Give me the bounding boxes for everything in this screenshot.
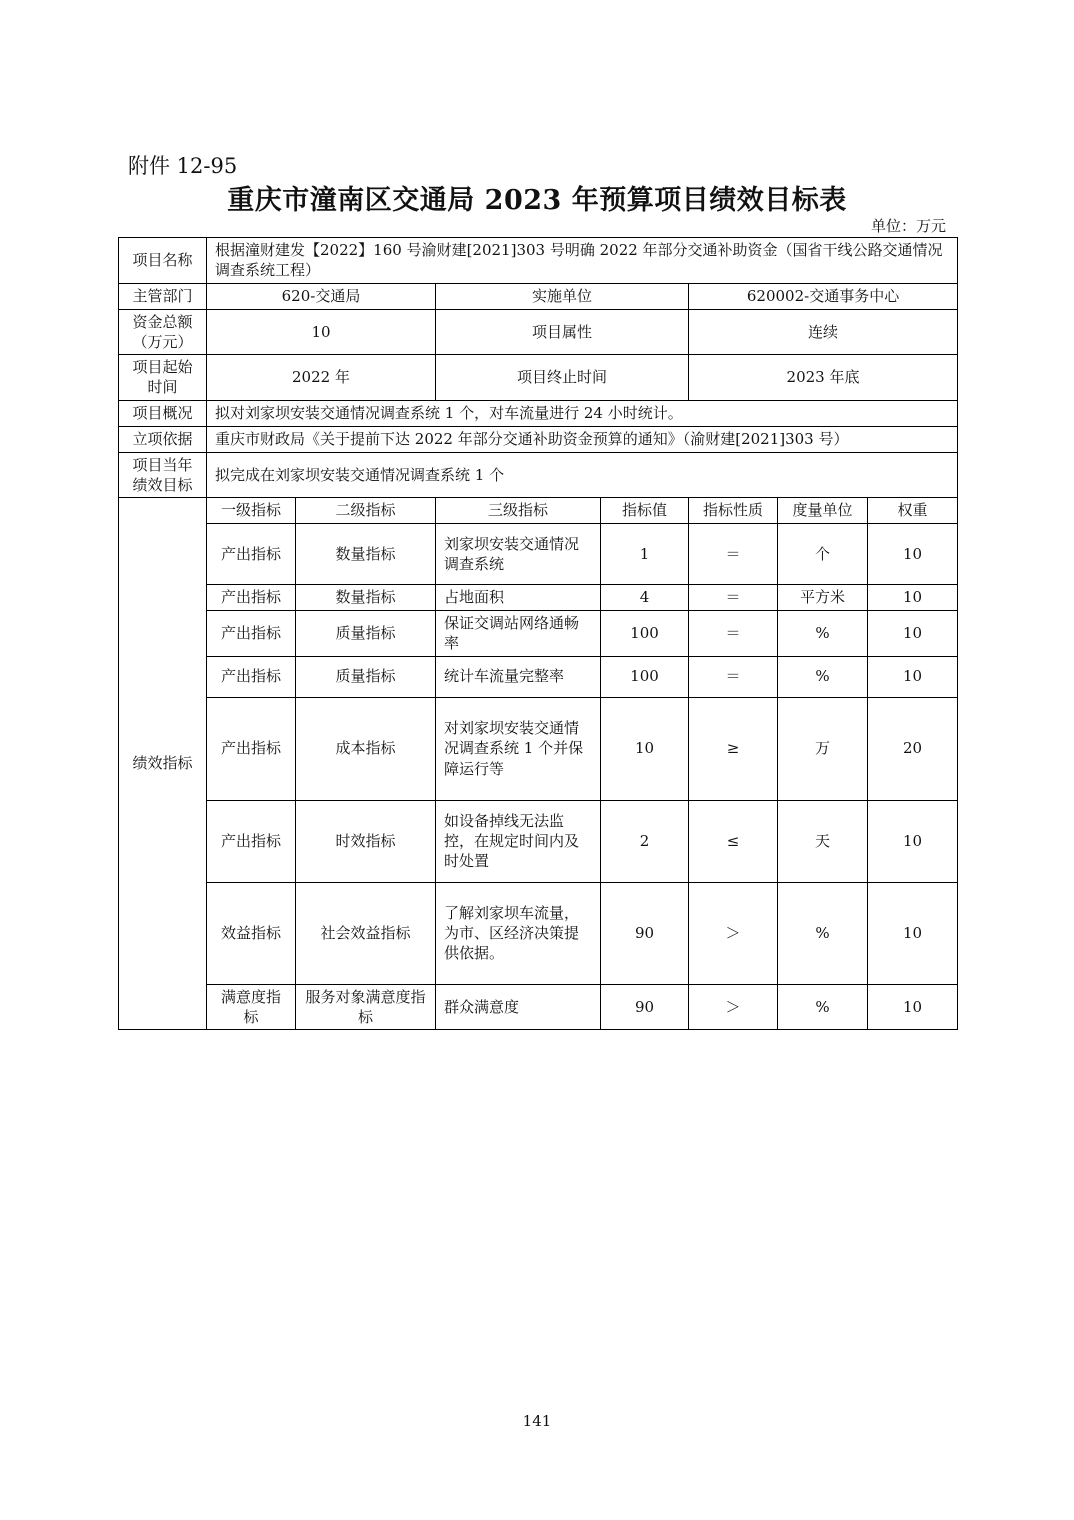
level3-cell: 群众满意度 — [436, 984, 601, 1030]
nature-cell: ≥ — [689, 697, 778, 800]
value-cell: 2 — [601, 800, 689, 882]
unit-cell: 天 — [778, 800, 868, 882]
level2-cell: 质量指标 — [296, 656, 436, 697]
weight-cell: 10 — [868, 611, 958, 657]
level3-cell: 如设备掉线无法监控，在规定时间内及时处置 — [436, 800, 601, 882]
level3-cell: 了解刘家坝车流量，为市、区经济决策提供依据。 — [436, 882, 601, 984]
fund-value: 10 — [207, 309, 436, 355]
perf-label: 绩效指标 — [119, 498, 207, 1030]
project-name-value: 根据潼财建发【2022】160 号渝财建[2021]303 号明确 2022 年部分交通补助资金（国省干线公路交通情况调查系统工程） — [207, 238, 958, 284]
weight-cell: 10 — [868, 984, 958, 1030]
weight-cell: 10 — [868, 585, 958, 611]
header-value: 指标值 — [601, 498, 689, 524]
level1-cell: 产出指标 — [207, 585, 296, 611]
fund-label: 资金总额（万元） — [119, 309, 207, 355]
nature-cell: ＝ — [689, 585, 778, 611]
value-cell: 100 — [601, 611, 689, 657]
level2-cell: 质量指标 — [296, 611, 436, 657]
weight-cell: 10 — [868, 800, 958, 882]
level2-cell: 服务对象满意度指标 — [296, 984, 436, 1030]
table-row — [119, 585, 958, 611]
page-title: 重庆市潼南区交通局 2023 年预算项目绩效目标表 — [227, 185, 847, 216]
level2-cell: 社会效益指标 — [296, 882, 436, 984]
unit-cell: % — [778, 656, 868, 697]
value-cell: 90 — [601, 984, 689, 1030]
nature-cell: ＝ — [689, 656, 778, 697]
overview-label: 项目概况 — [119, 400, 207, 426]
value-cell: 1 — [601, 524, 689, 585]
weight-cell: 10 — [868, 524, 958, 585]
weight-cell: 10 — [868, 882, 958, 984]
table-row — [119, 800, 958, 882]
level1-cell: 产出指标 — [207, 697, 296, 800]
level3-cell: 保证交调站网络通畅率 — [436, 611, 601, 657]
unit-cell: 平方米 — [778, 585, 868, 611]
level2-cell: 成本指标 — [296, 697, 436, 800]
dept-value: 620-交通局 — [207, 283, 436, 309]
level2-cell: 时效指标 — [296, 800, 436, 882]
header-level3: 三级指标 — [436, 498, 601, 524]
overview-value: 拟对刘家坝安装交通情况调查系统 1 个，对车流量进行 24 小时统计。 — [207, 400, 958, 426]
nature-cell: ＞ — [689, 984, 778, 1030]
impl-value: 620002-交通事务中心 — [689, 283, 958, 309]
header-nature: 指标性质 — [689, 498, 778, 524]
header-level1: 一级指标 — [207, 498, 296, 524]
unit-cell: 个 — [778, 524, 868, 585]
value-cell: 90 — [601, 882, 689, 984]
weight-cell: 20 — [868, 697, 958, 800]
level1-cell: 产出指标 — [207, 524, 296, 585]
table-row — [119, 656, 958, 697]
start-label: 项目起始时间 — [119, 355, 207, 401]
unit-cell: 万 — [778, 697, 868, 800]
unit-cell: % — [778, 984, 868, 1030]
goal-value: 拟完成在刘家坝安装交通情况调查系统 1 个 — [207, 452, 958, 498]
table-row — [119, 697, 958, 800]
dept-label: 主管部门 — [119, 283, 207, 309]
level1-cell: 产出指标 — [207, 656, 296, 697]
start-value: 2022 年 — [207, 355, 436, 401]
level1-cell: 产出指标 — [207, 800, 296, 882]
header-weight: 权重 — [868, 498, 958, 524]
value-cell: 10 — [601, 697, 689, 800]
nature-cell: ＝ — [689, 611, 778, 657]
level1-cell: 满意度指标 — [207, 984, 296, 1030]
unit-cell: % — [778, 882, 868, 984]
weight-cell: 10 — [868, 656, 958, 697]
level2-cell: 数量指标 — [296, 585, 436, 611]
level1-cell: 产出指标 — [207, 611, 296, 657]
unit-label: 单位：万元 — [870, 217, 946, 235]
table-row — [119, 984, 958, 1030]
header-level2: 二级指标 — [296, 498, 436, 524]
level2-cell: 数量指标 — [296, 524, 436, 585]
nature-cell: ＞ — [689, 882, 778, 984]
level3-cell: 统计车流量完整率 — [436, 656, 601, 697]
end-value: 2023 年底 — [689, 355, 958, 401]
level1-cell: 效益指标 — [207, 882, 296, 984]
attr-value: 连续 — [689, 309, 958, 355]
page-number: 141 — [522, 1412, 552, 1430]
table-row — [119, 882, 958, 984]
impl-label: 实施单位 — [436, 283, 689, 309]
nature-cell: ＝ — [689, 524, 778, 585]
performance-table — [118, 237, 958, 1030]
basis-value: 重庆市财政局《关于提前下达 2022 年部分交通补助资金预算的通知》（渝财建[2021]303 号） — [207, 426, 958, 452]
attachment-label: 附件 12-95 — [128, 154, 238, 178]
level3-cell: 占地面积 — [436, 585, 601, 611]
project-name-label: 项目名称 — [119, 238, 207, 284]
level3-cell: 对刘家坝安装交通情况调查系统 1 个并保障运行等 — [436, 697, 601, 800]
value-cell: 100 — [601, 656, 689, 697]
table-row — [119, 524, 958, 585]
attr-label: 项目属性 — [436, 309, 689, 355]
table-row — [119, 611, 958, 657]
unit-cell: % — [778, 611, 868, 657]
header-unit: 度量单位 — [778, 498, 868, 524]
basis-label: 立项依据 — [119, 426, 207, 452]
end-label: 项目终止时间 — [436, 355, 689, 401]
value-cell: 4 — [601, 585, 689, 611]
nature-cell: ≤ — [689, 800, 778, 882]
goal-label: 项目当年绩效目标 — [119, 452, 207, 498]
level3-cell: 刘家坝安装交通情况调查系统 — [436, 524, 601, 585]
